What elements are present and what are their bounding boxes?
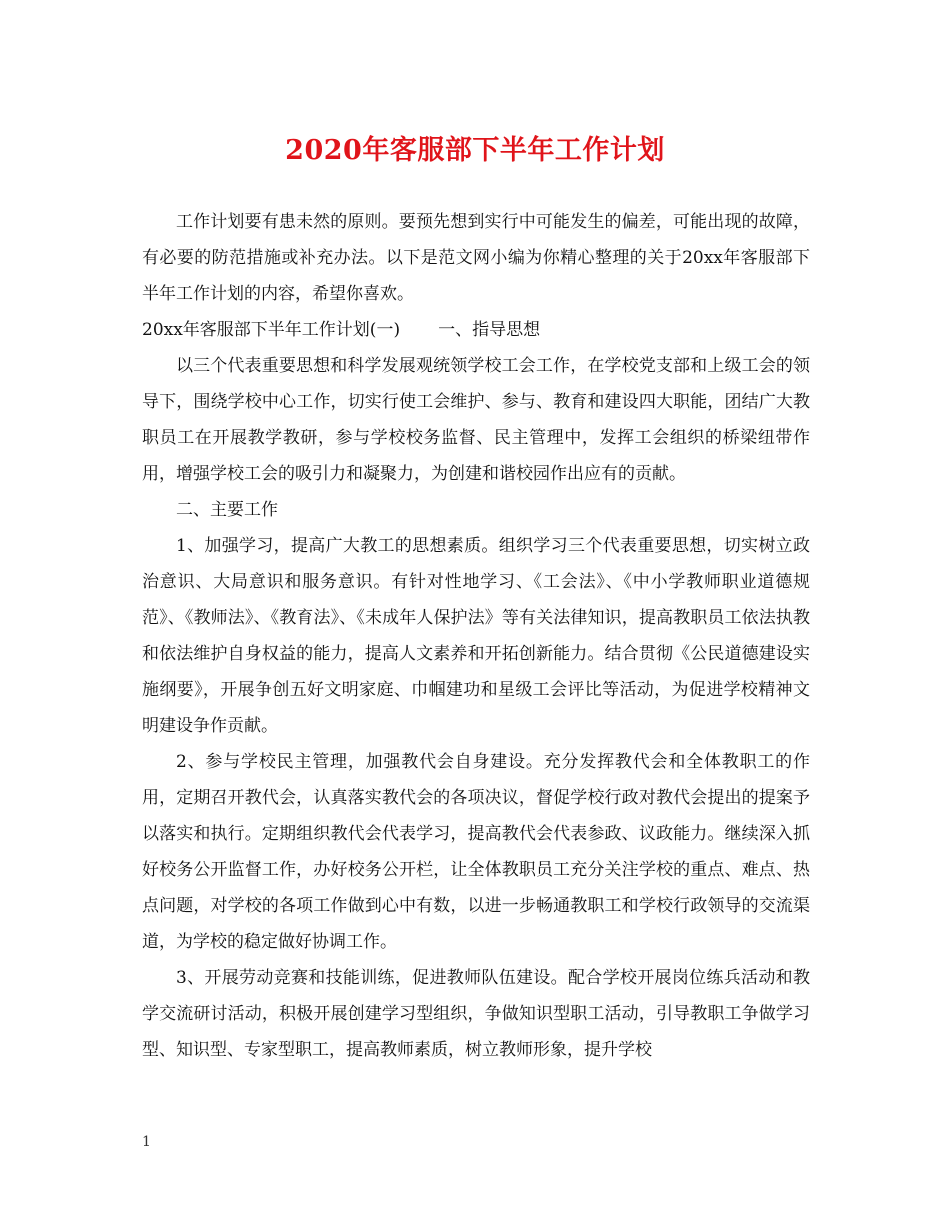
work-item-2: 2、参与学校民主管理，加强教代会自身建设。充分发挥教代会和全体教职工的作用，定期召开教代会，认真落实教代会的各项决议，督促学校行政对教代会提出的提案予以落实和执行。定期组织教代会代表学习，提高教代会代表参政、议政能力。继续深入抓好校务公开监督工作，办好校务公开栏，让全体教职员工充分关注学校的重点、难点、热点问题，对学校的各项工作做到心中有数，以进一步畅通教职工和学校行政领导的交流渠道，为学校的稳定做好协调工作。 bbox=[142, 752, 810, 952]
section1-paragraph: 以三个代表重要思想和科学发展观统领学校工会工作，在学校党支部和上级工会的领导下，围绕学校中心工作，切实行使工会维护、参与、教育和建设四大职能，团结广大教职员工在开展教学教研，参与学校校务监督、民主管理中，发挥工会组织的桥梁纽带作用，增强学校工会的吸引力和凝聚力，为创建和谐校园作出应有的贡献。 bbox=[142, 356, 810, 484]
section2-heading: 二、主要工作 bbox=[176, 500, 278, 520]
subtitle-line bbox=[142, 312, 810, 348]
page-title: 2020年客服部下半年工作计划 bbox=[285, 135, 665, 166]
page-number: 1 bbox=[142, 1134, 151, 1150]
plan-subtitle: 20xx年客服部下半年工作计划(一) bbox=[142, 320, 401, 340]
document-body bbox=[142, 204, 810, 1068]
intro-paragraph: 工作计划要有患未然的原则。要预先想到实行中可能发生的偏差，可能出现的故障，有必要的防范措施或补充办法。以下是范文网小编为你精心整理的关于20xx年客服部下半年工作计划的内容，希望你喜欢。 bbox=[142, 212, 810, 304]
work-item-1: 1、加强学习，提高广大教工的思想素质。组织学习三个代表重要思想，切实树立政治意识、大局意识和服务意识。有针对性地学习、《工会法》、《中小学教师职业道德规范》、《教师法》、《教育法》、《未成年人保护法》等有关法律知识，提高教职员工依法执教和依法维护自身权益的能力，提高人文素养和开拓创新能力。结合贯彻《公民道德建设实施纲要》，开展争创五好文明家庭、巾帼建功和星级工会评比等活动，为促进学校精神文明建设争作贡献。 bbox=[142, 536, 810, 736]
work-item-3: 3、开展劳动竞赛和技能训练，促进教师队伍建设。配合学校开展岗位练兵活动和教学交流研讨活动，积极开展创建学习型组织，争做知识型职工活动，引导教职工争做学习型、知识型、专家型职工，提高教师素质，树立教师形象，提升学校 bbox=[142, 968, 810, 1060]
section1-heading: 一、指导思想 bbox=[438, 320, 541, 340]
